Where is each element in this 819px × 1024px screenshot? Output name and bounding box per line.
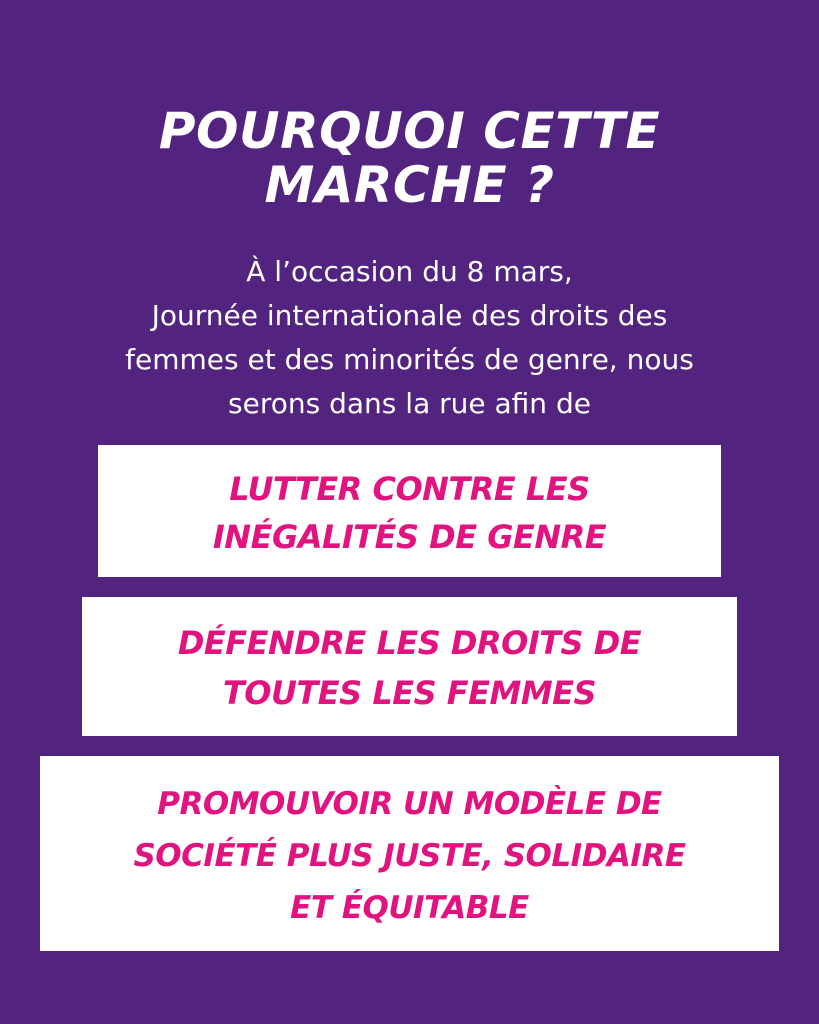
page-title — [0, 104, 819, 212]
goal-box-society — [40, 756, 779, 951]
intro-paragraph — [0, 250, 819, 426]
goal-line: SOCIÉTÉ PLUS JUSTE, SOLIDAIRE — [133, 838, 686, 874]
intro-line: Journée internationale des droits des — [151, 299, 668, 332]
intro-line: serons dans la rue afin de — [228, 387, 591, 420]
goal-line: ET ÉQUITABLE — [290, 890, 529, 926]
intro-line: À l’occasion du 8 mars, — [246, 255, 573, 288]
goal-line: LUTTER CONTRE LES — [229, 470, 590, 508]
goal-box-inequalities — [98, 445, 721, 577]
goal-line: INÉGALITÉS DE GENRE — [212, 518, 607, 556]
title-line: MARCHE ? — [264, 156, 555, 214]
goal-line: DÉFENDRE LES DROITS DE — [177, 624, 642, 662]
title-line: POURQUOI CETTE — [158, 102, 661, 160]
goal-line: PROMOUVOIR UN MODÈLE DE — [157, 786, 662, 822]
intro-line: femmes et des minorités de genre, nous — [125, 343, 694, 376]
goal-line: TOUTES LES FEMMES — [222, 674, 597, 712]
goal-box-rights — [82, 597, 737, 736]
